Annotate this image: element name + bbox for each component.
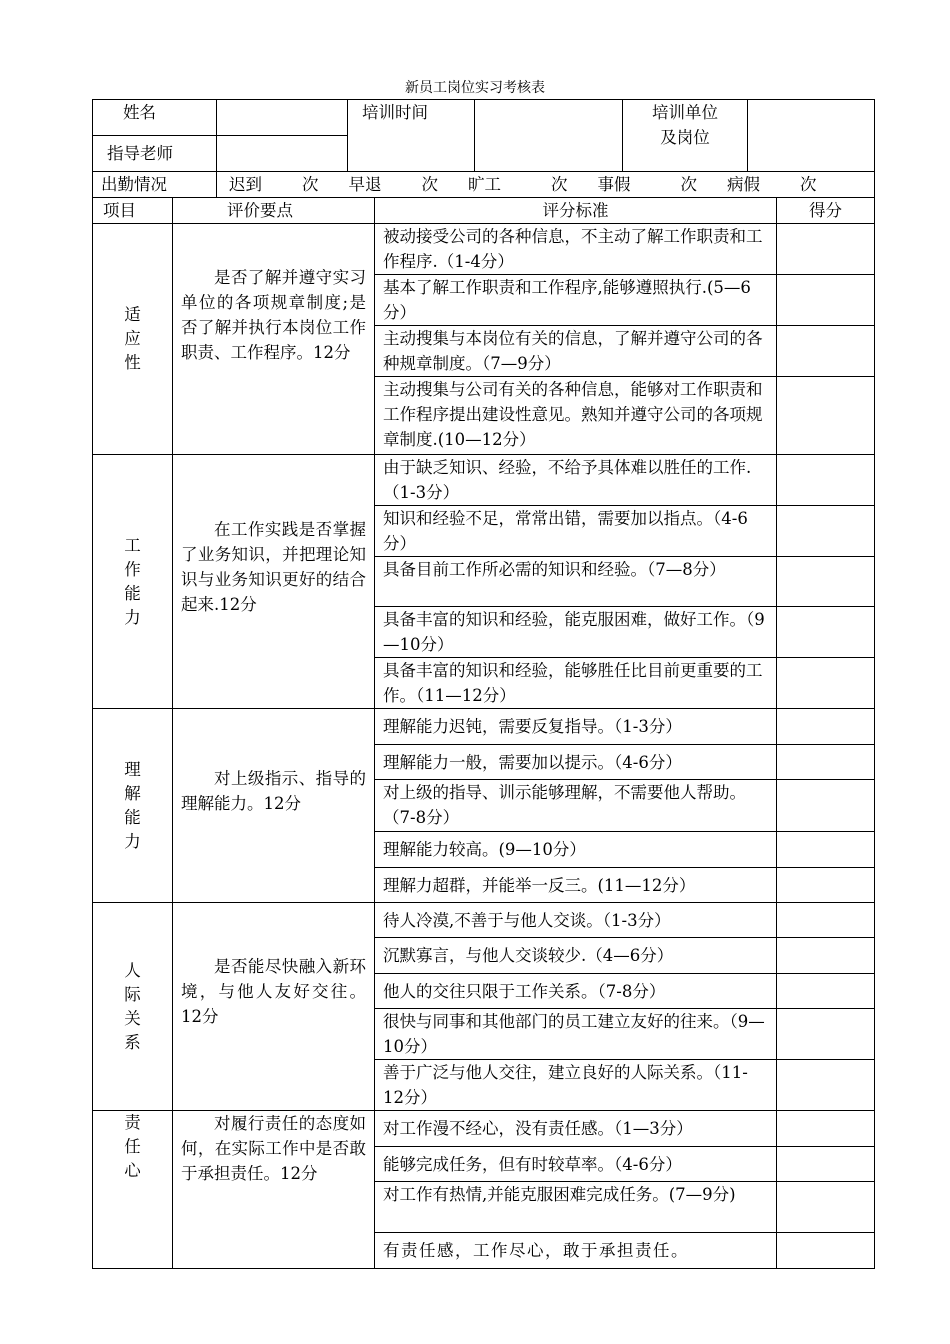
employee-info-table <box>92 99 875 198</box>
score-field[interactable] <box>777 557 875 607</box>
criterion-cell: 基本了解工作职责和工作程序,能够遵照执行.(5—6分） <box>375 275 777 326</box>
personal-leave-times[interactable]: 次 <box>680 175 697 194</box>
section-item-adaptability <box>93 224 173 455</box>
section-points-responsibility: 对履行责任的态度如何，在实际工作中是否敢于承担责任。12分 <box>173 1111 375 1269</box>
score-field[interactable] <box>777 1147 875 1182</box>
table-row <box>93 455 875 506</box>
late-label: 迟到 <box>229 175 262 194</box>
score-field[interactable] <box>777 224 875 275</box>
criterion-cell: 主动搜集与公司有关的各种信息，能够对工作职责和工作程序提出建设性意见。熟知并遵守公司的各项规章制度.(10—12分） <box>375 377 777 455</box>
score-field[interactable] <box>777 275 875 326</box>
section-item-label: 责 任 心 <box>124 1113 141 1180</box>
sick-leave-times[interactable]: 次 <box>800 175 817 194</box>
score-field[interactable] <box>777 780 875 832</box>
sick-leave-label: 病假 <box>727 175 760 194</box>
criterion-cell: 他人的交往只限于工作关系。（7-8分） <box>375 974 777 1009</box>
score-field[interactable] <box>777 377 875 455</box>
absent-label: 旷工 <box>468 175 501 194</box>
section-item-label: 人 际 关 系 <box>124 960 141 1052</box>
absent-times[interactable]: 次 <box>551 175 568 194</box>
table-row <box>93 709 875 745</box>
score-field[interactable] <box>777 1060 875 1111</box>
score-field[interactable] <box>777 868 875 903</box>
criterion-cell: 具备丰富的知识和经验，能克服困难，做好工作。（9—10分） <box>375 607 777 658</box>
column-header-points: 评价要点 <box>173 198 375 224</box>
column-header-row <box>93 198 875 224</box>
criterion-cell: 很快与同事和其他部门的员工建立友好的往来。（9—10分） <box>375 1009 777 1060</box>
criterion-cell: 具备丰富的知识和经验，能够胜任比目前更重要的工作。（11—12分） <box>375 658 777 709</box>
section-item-work-ability <box>93 455 173 709</box>
score-field[interactable] <box>777 745 875 780</box>
criterion-cell: 有责任感，工作尽心，敢于承担责任。 <box>375 1233 777 1269</box>
score-field[interactable] <box>777 938 875 974</box>
late-times[interactable]: 次 <box>302 175 319 194</box>
score-field[interactable] <box>777 455 875 506</box>
score-field[interactable] <box>777 607 875 658</box>
criterion-cell: 理解能力较高。(9—10分） <box>375 832 777 868</box>
criterion-cell: 待人冷漠,不善于与他人交谈。（1-3分） <box>375 903 777 938</box>
mentor-field[interactable] <box>217 136 348 172</box>
training-unit-label: 培训单位 及岗位 <box>623 100 748 172</box>
training-time-field[interactable] <box>475 100 623 172</box>
criterion-cell: 主动搜集与本岗位有关的信息，了解并遵守公司的各种规章制度。（7—9分） <box>375 326 777 377</box>
score-field[interactable] <box>777 1233 875 1269</box>
section-item-comprehension <box>93 709 173 903</box>
score-field[interactable] <box>777 506 875 557</box>
early-leave-times[interactable]: 次 <box>421 175 438 194</box>
criterion-cell: 知识和经验不足，常常出错，需要加以指点。（4-6分） <box>375 506 777 557</box>
criterion-cell: 具备目前工作所必需的知识和经验。（7—8分） <box>375 557 777 607</box>
section-item-interpersonal <box>93 903 173 1111</box>
attendance-label: 出勤情况 <box>93 172 217 198</box>
criterion-cell: 善于广泛与他人交往，建立良好的人际关系。（11-12分） <box>375 1060 777 1111</box>
training-unit-field[interactable] <box>748 100 875 172</box>
score-field[interactable] <box>777 326 875 377</box>
section-points-adaptability: 是否了解并遵守实习单位的各项规章制度;是否了解并执行本岗位工作职责、工作程序。12分 <box>173 224 375 455</box>
score-field[interactable] <box>777 1009 875 1060</box>
criterion-cell: 沉默寡言，与他人交谈较少.（4—6分） <box>375 938 777 974</box>
criterion-cell: 理解能力一般，需要加以提示。（4-6分） <box>375 745 777 780</box>
name-label: 姓名 <box>93 100 217 136</box>
score-field[interactable] <box>777 1111 875 1147</box>
criterion-cell: 由于缺乏知识、经验，不给予具体难以胜任的工作.（1-3分） <box>375 455 777 506</box>
criterion-cell: 被动接受公司的各种信息，不主动了解工作职责和工作程序.（1-4分） <box>375 224 777 275</box>
page-title: 新员工岗位实习考核表 <box>405 80 545 96</box>
score-field[interactable] <box>777 903 875 938</box>
name-field[interactable] <box>217 100 348 136</box>
section-points-comprehension: 对上级指示、指导的理解能力。12分 <box>173 709 375 903</box>
criterion-cell: 对工作漫不经心，没有责任感。（1—3分） <box>375 1111 777 1147</box>
score-field[interactable] <box>777 832 875 868</box>
table-row <box>93 1111 875 1147</box>
early-leave-label: 早退 <box>348 175 382 194</box>
table-row <box>93 903 875 938</box>
section-item-label: 理 解 能 力 <box>124 759 141 851</box>
section-points-interpersonal: 是否能尽快融入新环境，与他人友好交往。12分 <box>173 903 375 1111</box>
score-field[interactable] <box>777 974 875 1009</box>
section-item-label: 工 作 能 力 <box>124 535 141 627</box>
section-item-responsibility <box>93 1111 173 1269</box>
personal-leave-label: 事假 <box>597 175 631 194</box>
criterion-cell: 对工作有热情,并能克服困难完成任务。(7—9分) <box>375 1182 777 1233</box>
mentor-label: 指导老师 <box>93 136 217 172</box>
column-header-score: 得分 <box>777 198 875 224</box>
score-field[interactable] <box>777 1182 875 1233</box>
score-field[interactable] <box>777 709 875 745</box>
score-field[interactable] <box>777 658 875 709</box>
section-points-work-ability: 在工作实践是否掌握了业务知识，并把理论知识与业务知识更好的结合起来.12分 <box>173 455 375 709</box>
criterion-cell: 理解力超群，并能举一反三。(11—12分） <box>375 868 777 903</box>
section-item-label: 适 应 性 <box>124 305 141 372</box>
assessment-table <box>92 197 875 1269</box>
training-time-label: 培训时间 <box>348 100 475 172</box>
column-header-standard: 评分标准 <box>375 198 777 224</box>
criterion-cell: 理解能力迟钝，需要反复指导。（1-3分） <box>375 709 777 745</box>
column-header-item: 项目 <box>93 198 173 224</box>
table-row <box>93 224 875 275</box>
attendance-row <box>217 172 875 198</box>
criterion-cell: 能够完成任务，但有时较草率。（4-6分） <box>375 1147 777 1182</box>
criterion-cell: 对上级的指导、训示能够理解，不需要他人帮助。（7-8分） <box>375 780 777 832</box>
